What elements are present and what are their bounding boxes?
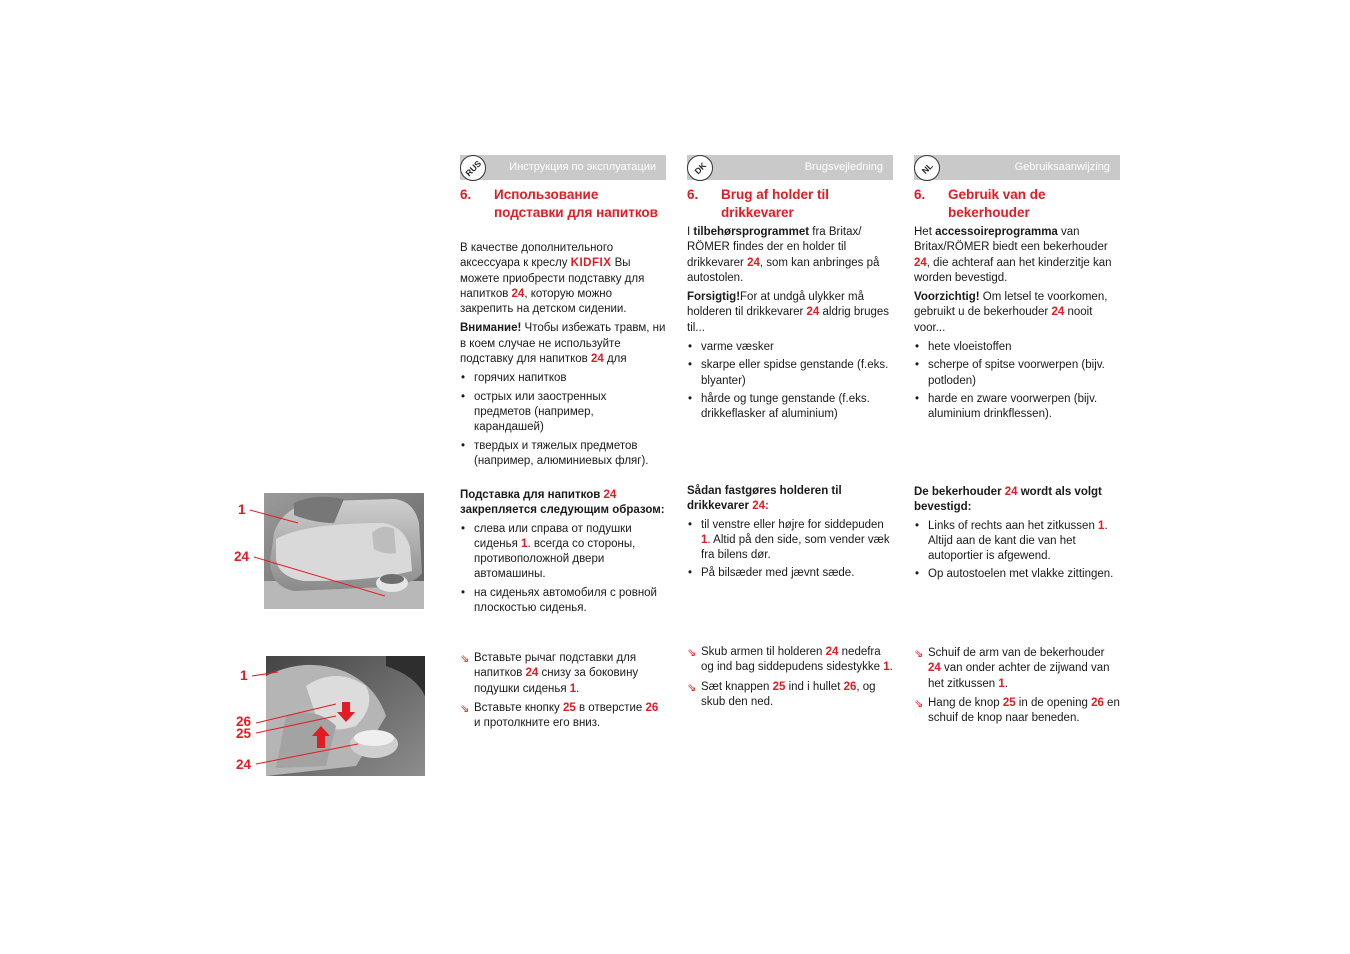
step-item: ⇘ Skub armen til holderen 24 nedefra og ind bag siddepudens sidestykke 1. [687,646,893,674]
step-arrow-icon: ⇘ [460,653,470,665]
list-item: • твердых и тяжелых предметов (например, алюминиевых фляг). [460,439,666,470]
list-item: • Op autostoelen met vlakke zittingen. [914,567,1120,582]
step-arrow-icon: ⇘ [687,647,697,659]
mounting-subtitle: Подставка для напитков 24 закрепляется следующим образом: [460,489,665,517]
intro-paragraph: I tilbehørsprogrammet fra Britax/ RÖMER findes der en holder til drikkevarer 24, som kan anbringes på autostolen. [687,226,880,284]
step-item: ⇘ Sæt knappen 25 ind i hullet 26, og skub den ned. [687,680,876,708]
mounting-list [460,522,666,617]
section-number: 6. [687,187,699,202]
mounting-block-rus [460,488,666,619]
steps-list [687,645,893,710]
callout-lines-1 [240,493,430,609]
mounting-subtitle: Sådan fastgøres holderen til drikkevarer 24: [687,485,842,513]
intro-block-dk [687,225,893,426]
list-item: • På bilsæder med jævnt sæde. [687,566,893,581]
language-badge-nl: NL [914,155,940,181]
intro-paragraph: В качестве дополнительного аксессуара к креслу KIDFIX Вы можете приобрести подставку для напитков 24, которую можно закрепить на детском сидении. [460,242,645,316]
callout-lines-2 [240,656,430,776]
language-badge-rus: RUS [460,155,486,181]
step-item: ⇘ Schuif de arm van de bekerhouder 24 van onder achter de zijwand van het zitkussen 1. [914,647,1110,690]
steps-block-dk [687,645,893,714]
header-title-dk: Brugsvejledning [804,161,883,173]
warning-list [687,340,893,422]
section-number: 6. [914,187,926,202]
header-bar-rus [460,155,666,180]
section-number: 6. [460,187,472,202]
steps-list [460,651,666,731]
list-item: • hårde og tunge genstande (f.eks. drikkeflasker af aluminium) [687,392,893,423]
list-item: • Links of rechts aan het zitkussen 1. Altijd aan de kant die van het autoportier is afgewend. [914,519,1120,565]
label-cup-holder: 24 [234,549,250,564]
list-item: • varme væsker [687,340,893,355]
label-cup-holder: 24 [236,757,252,772]
list-item: • hete vloeistoffen [914,340,1120,355]
warning-paragraph: Forsigtig!For at undgå ulykker må holderen til drikkevarer 24 aldrig bruges til... [687,291,890,334]
steps-block-rus [460,651,666,735]
list-item: • til venstre eller højre for siddepuden 1. Altid på den side, som vender væk fra bilens dør. [687,518,893,564]
header-title-rus: Инструкция по эксплуатации [509,161,656,173]
mounting-list [914,519,1120,583]
step-arrow-icon: ⇘ [914,648,924,660]
list-item: • на сиденьях автомобиля с ровной плоскостью сиденья. [460,586,666,617]
mounting-block-nl [914,485,1120,586]
list-item: • горячих напитков [460,371,666,386]
label-seat-cushion: 1 [240,668,248,683]
list-item: • острых или заостренных предметов (например, карандашей) [460,390,666,436]
label-seat-cushion: 1 [238,502,246,517]
list-item: • skarpe eller spidse genstande (f.eks. blyanter) [687,358,893,389]
label-button: 25 [236,726,252,741]
warning-list [460,371,666,469]
warning-list [914,340,1120,422]
intro-block-rus [460,241,666,472]
step-arrow-icon: ⇘ [914,697,924,710]
section-title-text: Brug af holder til drikkevarer [721,187,829,220]
step-arrow-icon: ⇘ [687,681,697,694]
step-item: ⇘ Вставьте рычаг подставки для напитков 24 снизу за боковину подушки сиденья 1. [460,652,639,695]
step-arrow-icon: ⇘ [460,702,470,715]
warning-paragraph: Voorzichtig! Om letsel te voorkomen, gebruikt u de bekerhouder 24 nooit voor... [914,291,1108,334]
list-item: • scherpe of spitse voorwerpen (bijv. potloden) [914,358,1120,389]
steps-block-nl [914,646,1120,730]
intro-paragraph: Het accessoireprogramma van Britax/RÖMER biedt een bekerhouder 24, die achteraf aan het kinderzitje kan worden bevestigd. [914,226,1112,284]
mounting-subtitle: De bekerhouder 24 wordt als volgt bevestigd: [914,486,1102,514]
header-bar-dk [687,155,893,180]
section-title-text: Использование подставки для напитков [494,187,658,220]
step-item: ⇘ Hang de knop 25 in de opening 26 en schuif de knop naar beneden. [914,696,1120,725]
list-item: • слева или справа от подушки сиденья 1. всегда со стороны, противоположной двери автомашины. [460,522,666,583]
mounting-block-dk [687,484,893,585]
steps-list [914,646,1120,726]
list-item: • harde en zware voorwerpen (bijv. aluminium drinkflessen). [914,392,1120,423]
section-title-text: Gebruik van de bekerhouder [948,187,1046,220]
label-opening: 26 [236,714,252,729]
intro-block-nl [914,225,1120,426]
header-bar-nl [914,155,1120,180]
warning-paragraph: Внимание! Чтобы избежать травм, ни в коем случае не используйте подставку для напитков 24 для [460,322,666,366]
language-badge-dk: DK [687,155,713,181]
step-item: ⇘ Вставьте кнопку 25 в отверстие 26 и протолкните его вниз. [460,701,659,730]
mounting-list [687,518,893,582]
header-title-nl: Gebruiksaanwijzing [1014,161,1110,173]
